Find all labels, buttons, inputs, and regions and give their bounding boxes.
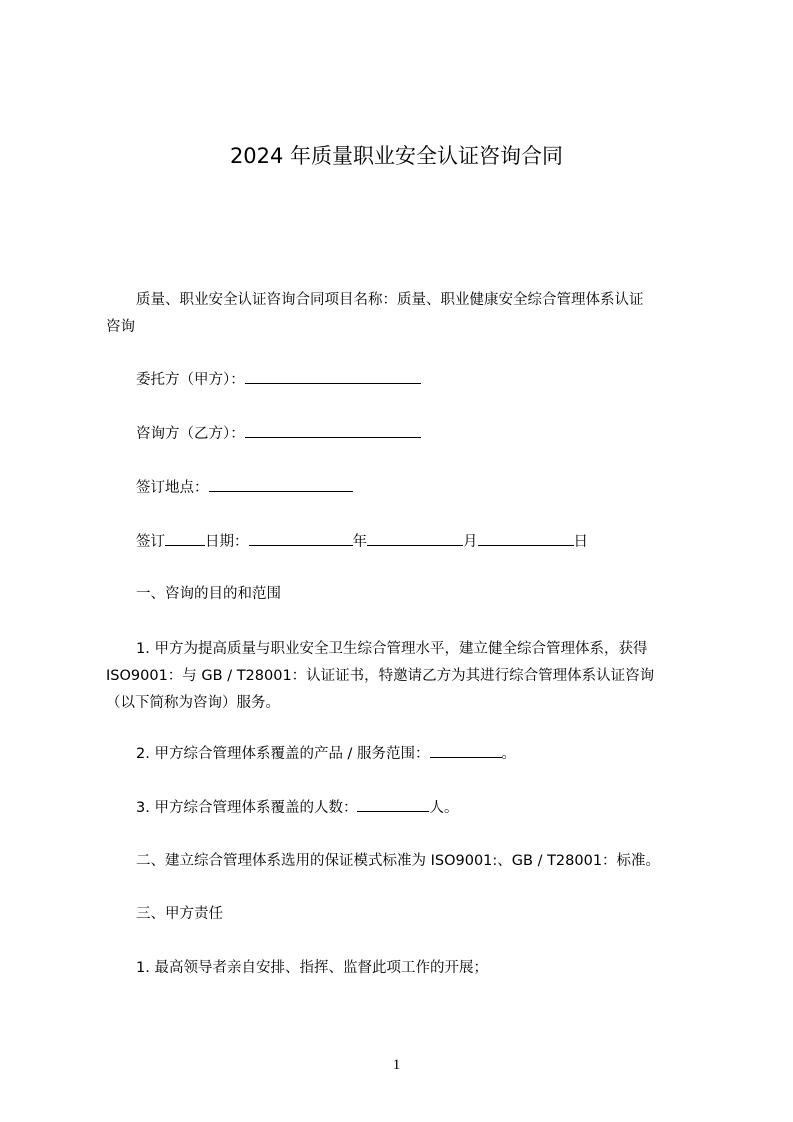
- consultant-label: 咨询方（乙方）：: [136, 426, 245, 442]
- day-label: 日: [573, 534, 588, 550]
- year-label: 年: [352, 534, 367, 550]
- scope-blank[interactable]: [430, 741, 502, 758]
- s1-item3-suffix: 人。: [429, 800, 459, 816]
- section3-item1: 1. 最高领导者亲自安排、指挥、监督此项工作的开展；: [136, 960, 488, 976]
- document-title: 2024 年质量职业安全认证咨询合同: [229, 144, 564, 168]
- s1-item1-line-3: （以下简称为咨询）服务。: [106, 695, 280, 711]
- intro-line-2: 咨询: [106, 319, 135, 335]
- date-prefix: 签订: [136, 534, 165, 550]
- client-label: 委托方（甲方）：: [136, 372, 245, 388]
- s1-item1-line-2: ISO9001：与 GB / T28001：认证证书，特邀请乙方为其进行综合管理体系认证咨询: [106, 668, 655, 684]
- client-blank[interactable]: [245, 367, 421, 384]
- s1-item1-line-1: 1. 甲方为提高质量与职业安全卫生综合管理水平，建立健全综合管理体系，获得: [136, 641, 648, 657]
- month-label: 月: [463, 534, 478, 550]
- page-number: 1: [392, 1057, 401, 1073]
- client-field: [106, 367, 736, 394]
- s1-item2-suffix: 。: [501, 746, 517, 762]
- intro-paragraph: [106, 287, 706, 341]
- s1-item2-text: 2. 甲方综合管理体系覆盖的产品 / 服务范围：: [136, 746, 430, 762]
- month-blank[interactable]: [367, 529, 463, 546]
- section2-heading: 二、建立综合管理体系选用的保证模式标准为 ISO9001:、GB / T28001：标准。: [136, 853, 661, 869]
- section1-item1: [106, 636, 706, 717]
- consultant-blank[interactable]: [245, 421, 421, 438]
- date-label: 日期：: [205, 534, 249, 550]
- s1-item3-text: 3. 甲方综合管理体系覆盖的人数：: [136, 800, 358, 816]
- year-blank[interactable]: [249, 529, 353, 546]
- date-field: [106, 529, 736, 556]
- section1-item2: [106, 741, 736, 768]
- headcount-blank[interactable]: [357, 795, 429, 812]
- date-prefix-blank[interactable]: [165, 529, 205, 546]
- section3-heading: 三、甲方责任: [136, 906, 223, 922]
- day-blank[interactable]: [478, 529, 574, 546]
- location-field: [106, 475, 736, 502]
- location-label: 签订地点：: [136, 480, 209, 496]
- section1-heading: 一、咨询的目的和范围: [136, 586, 281, 602]
- location-blank[interactable]: [209, 475, 353, 492]
- section1-item3: [106, 795, 736, 822]
- consultant-field: [106, 421, 736, 448]
- intro-line-1: 质量、职业安全认证咨询合同项目名称：质量、职业健康安全综合管理体系认证: [136, 292, 644, 308]
